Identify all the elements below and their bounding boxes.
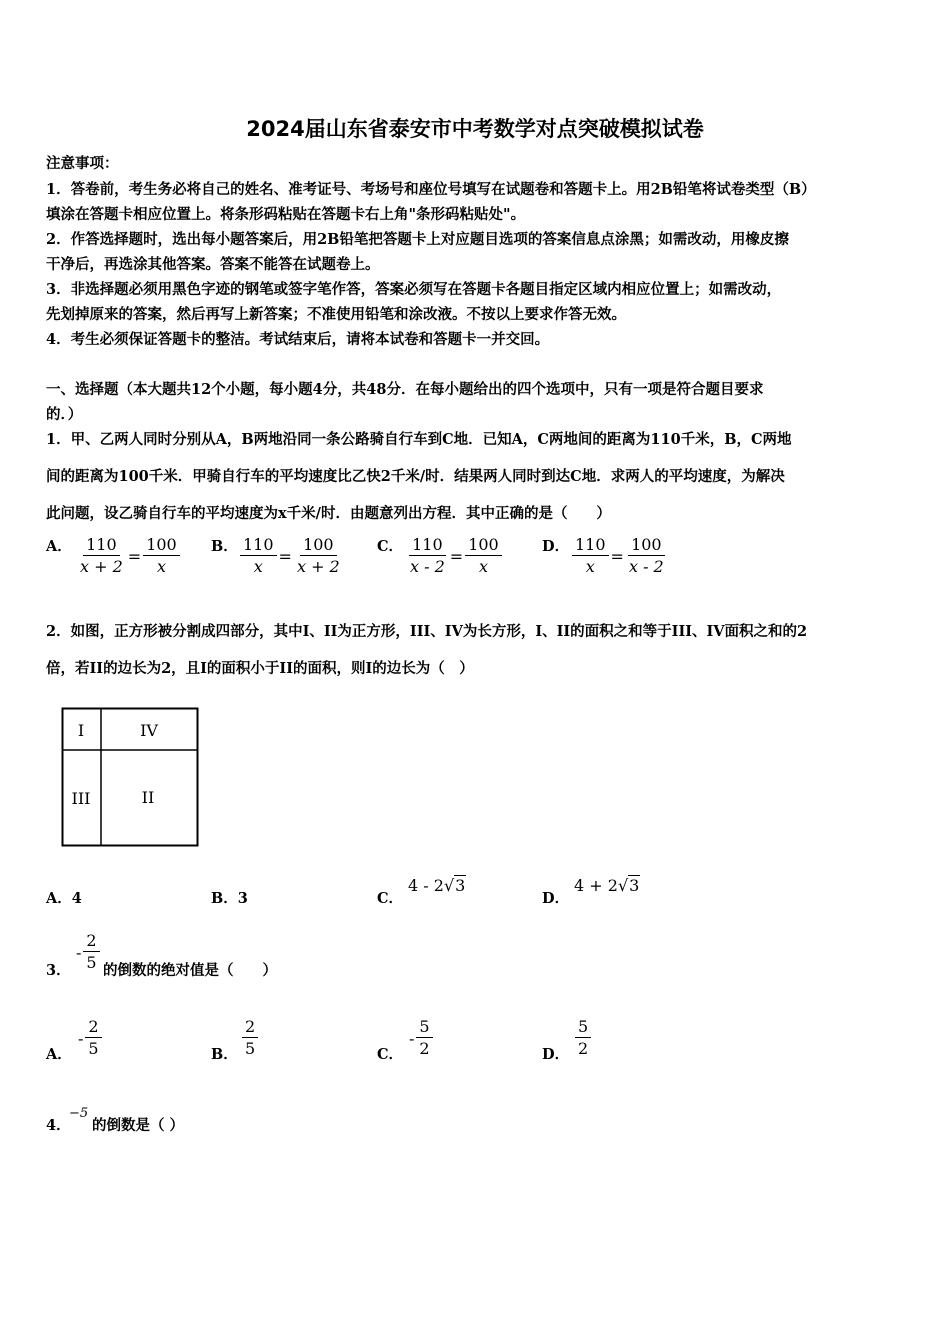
q3-b-fraction: $\frac{2}{5}$ xyxy=(238,1017,258,1060)
notice-line: 4．考生必须保证答题卡的整洁。考试结束后，请将本试卷和答题卡一并交回。 xyxy=(46,331,550,348)
section-heading: 一、选择题（本大题共12个小题，每小题4分，共48分．在每小题给出的四个选项中，只有一项是符合题目要求 xyxy=(46,381,764,398)
q3-c-fraction: - $\frac{5}{2}$ xyxy=(407,1017,433,1060)
region-III-label: III xyxy=(71,789,91,808)
q4-expression: −5 xyxy=(69,1106,89,1121)
q1-a-equation: $\frac{110}{x + 2}$ = $\frac{100}{x}$ xyxy=(77,535,180,578)
q1-option-c[interactable] xyxy=(377,535,403,556)
notice-line: 填涂在答题卡相应位置上。将条形码粘贴在答题卡右上角"条形码粘贴处"。 xyxy=(46,206,526,223)
region-II-label: II xyxy=(141,788,155,807)
q3-option-b[interactable]: B． xyxy=(211,1046,238,1063)
q3-option-a[interactable]: A． xyxy=(46,1046,72,1063)
q1-text: 1．甲、乙两人同时分别从A，B两地沿同一条公路骑自行车到C地．已知A，C两地间的距离为110千米，B，C两地 xyxy=(46,431,792,448)
exam-title: 2024届山东省泰安市中考数学对点突破模拟试卷 xyxy=(246,117,704,141)
q1-option-b[interactable] xyxy=(211,535,238,556)
q3-option-c[interactable]: C． xyxy=(377,1046,404,1063)
notice-line: 干净后，再选涂其他答案。答案不能答在试题卷上。 xyxy=(46,256,380,273)
notice-line: 2．作答选择题时，选出每小题答案后，用2B铅笔把答题卡上对应题目选项的答案信息点涂黑；如需改动，用橡皮擦 xyxy=(46,231,789,248)
q2-d-expression: 4 + 2√3 xyxy=(574,876,640,895)
q1-option-a[interactable] xyxy=(46,535,72,556)
q2-option-b[interactable]: B．3 xyxy=(211,890,248,907)
q1-c-equation: $\frac{110}{x - 2}$ = $\frac{100}{x}$ xyxy=(407,535,502,578)
notice-line: 先划掉原来的答案，然后再写上新答案；不准使用铅笔和涂改液。不按以上要求作答无效。 xyxy=(46,306,626,323)
notice-line: 1．答卷前，考生务必将自己的姓名、准考证号、考场号和座位号填写在试题卷和答题卡上。用2B铅笔将试卷类型（B） xyxy=(46,181,816,198)
square-figure xyxy=(61,707,201,849)
q2-c-expression: 4 - 2√3 xyxy=(408,876,466,895)
q3-a-fraction: - $\frac{2}{5}$ xyxy=(76,1017,102,1060)
notice-line: 3．非选择题必须用黑色字迹的钢笔或签字笔作答，答案必须写在答题卡各题目指定区域内相应位置上；如需改动， xyxy=(46,281,782,298)
region-I-label: I xyxy=(77,721,85,740)
region-IV-label: IV xyxy=(140,721,158,740)
q1-option-d[interactable] xyxy=(542,535,569,556)
q2-option-c[interactable]: C． xyxy=(377,890,404,907)
q3-d-fraction: $\frac{5}{2}$ xyxy=(571,1017,591,1060)
q4-text: 的倒数是（ ） xyxy=(92,1117,185,1134)
q2-option-a[interactable]: A．4 xyxy=(46,890,82,907)
section-heading-cont: 的．） xyxy=(46,406,83,423)
q3-number: 3． xyxy=(46,962,71,979)
q1-text: 间的距离为100千米．甲骑自行车的平均速度比乙快2千米/时．结果两人同时到达C地．求两人的平均速度，为解决 xyxy=(46,468,785,485)
q1-b-equation: $\frac{110}{x}$ = $\frac{100}{x + 2}$ xyxy=(240,535,343,578)
q4-number: 4． xyxy=(46,1117,71,1134)
q3-fraction: - $\frac{2}{5}$ xyxy=(74,931,100,974)
option-label: A． xyxy=(46,538,72,555)
q3-text: 的倒数的绝对值是（ ） xyxy=(103,962,277,979)
option-label: D． xyxy=(542,538,570,555)
option-label: C． xyxy=(377,538,404,555)
notice-heading: 注意事项： xyxy=(46,155,119,172)
q2-option-d[interactable]: D． xyxy=(542,890,570,907)
q3-option-d[interactable]: D． xyxy=(542,1046,570,1063)
q1-text: 此问题，设乙骑自行车的平均速度为x千米/时．由题意列出方程．其中正确的是（ ） xyxy=(46,505,611,522)
option-label: B． xyxy=(211,538,238,555)
q2-text: 2．如图，正方形被分割成四部分，其中I、II为正方形，III、IV为长方形，I、II的面积之和等于III、IV面积之和的2 xyxy=(46,623,808,640)
q2-text: 倍，若II的边长为2，且I的面积小于II的面积，则I的边长为（ ） xyxy=(46,660,474,677)
q1-d-equation: $\frac{110}{x}$ = $\frac{100}{x - 2}$ xyxy=(572,535,667,578)
